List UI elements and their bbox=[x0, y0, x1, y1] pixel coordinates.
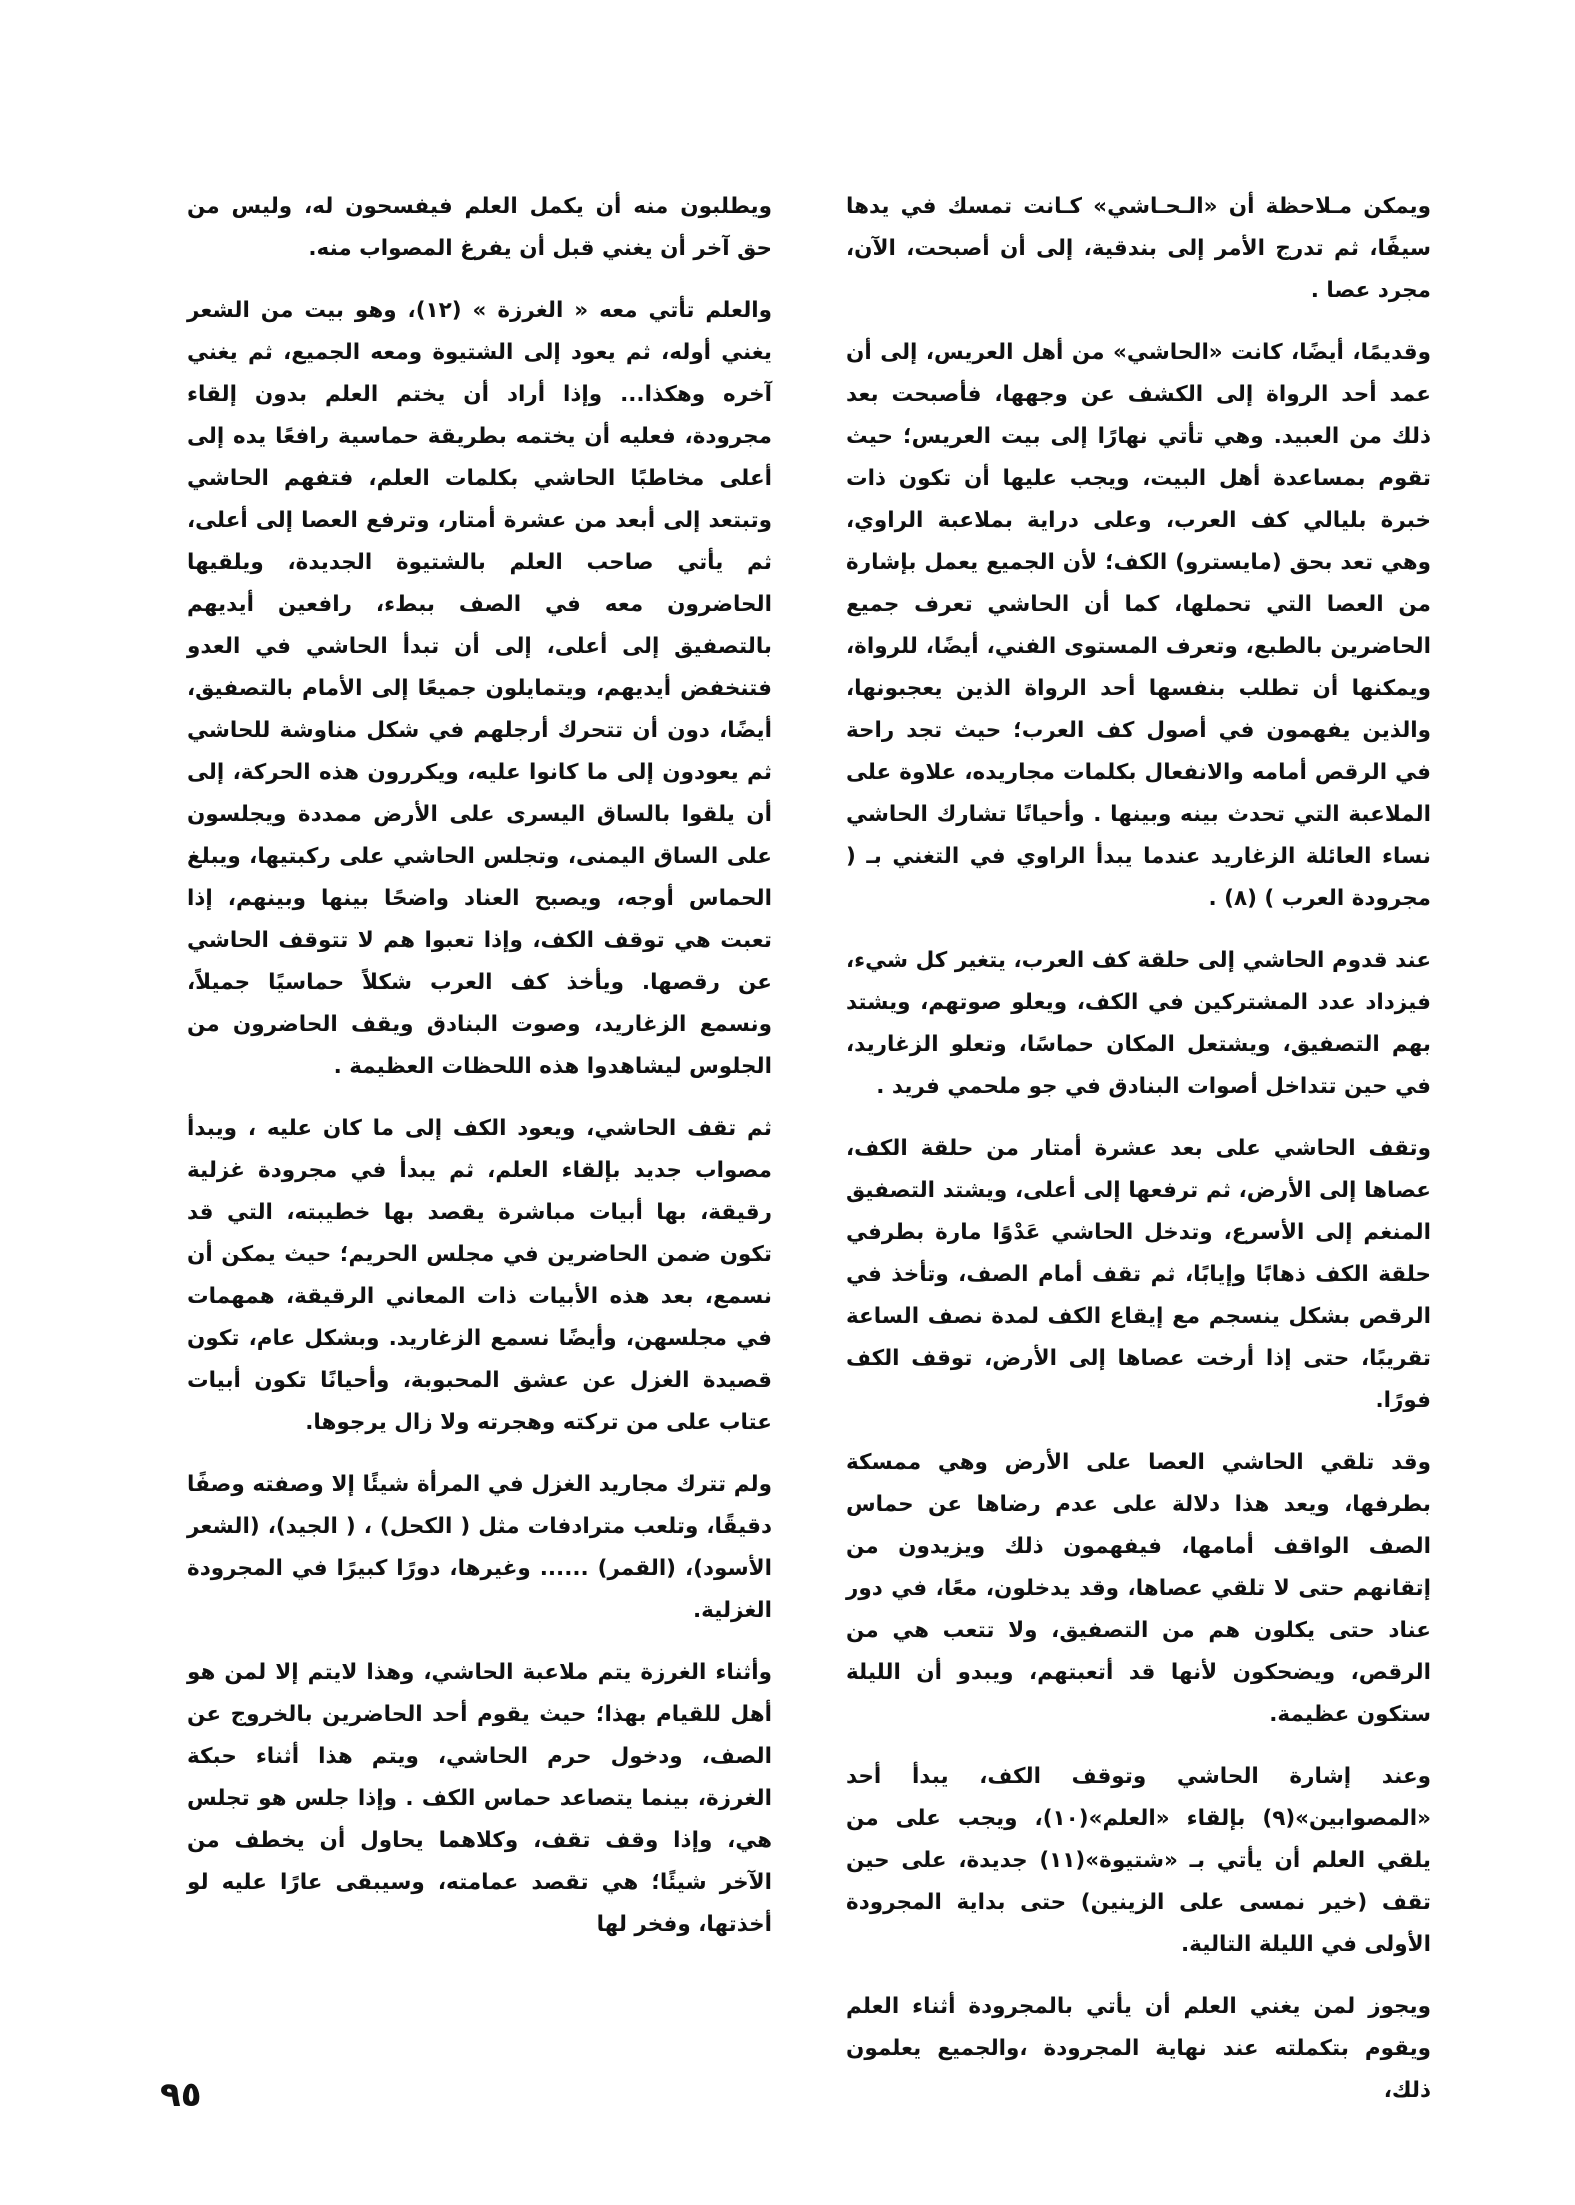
paragraph: ويطلبون منه أن يكمل العلم فيفسحون له، وليس من حق آخر أن يغني قبل أن يفرغ المصواب منه. bbox=[187, 194, 772, 261]
paragraph: ويجوز لمن يغني العلم أن يأتي بالمجرودة أثناء العلم ويقوم بتكملته عند نهاية المجرودة ،والجميع يعلمون ذلك، bbox=[846, 1994, 1431, 2103]
paragraph: ويمكن مـلاحظة أن «الـحـاشي» كـانت تمسك في يدها سيفًا، ثم تدرج الأمر إلى بندقية، إلى أن أصبحت، الآن، مجرد عصا . bbox=[846, 194, 1431, 303]
paragraph: ثم تقف الحاشي، ويعود الكف إلى ما كان عليه ، ويبدأ مصواب جديد بإلقاء العلم، ثم يبدأ في مجرودة غزلية رقيقة، بها أبيات مباشرة يقصد بها خطيبته، التي قد تكون ضمن الحاضرين في مجلس الحريم؛ حيث يمكن أن نسمع، بعد هذه الأبيات ذات المعاني الرقيقة، همهمات في مجلسهن، وأيضًا نسمع الزغاريد. وبشكل عام، تكون قصيدة الغزل عن عشق المحبوبة، وأحيانًا تكون أبيات عتاب على من تركته وهجرته ولا زال يرجوها. bbox=[187, 1116, 772, 1435]
paragraph: وتقف الحاشي على بعد عشرة أمتار من حلقة الكف، عصاها إلى الأرض، ثم ترفعها إلى أعلى، ويشتد التصفيق المنغم إلى الأسرع، وتدخل الحاشي عَدْوًا مارة بطرفي حلقة الكف ذهابًا وإيابًا، ثم تقف أمام الصف، وتأخذ في الرقص بشكل ينسجم مع إيقاع الكف لمدة نصف الساعة تقريبًا، حتى إذا أرخت عصاها إلى الأرض، توقف الكف فورًا. bbox=[846, 1136, 1431, 1413]
paragraph: والعلم تأتي معه « الغرزة » (١٢)، وهو بيت من الشعر يغني أوله، ثم يعود إلى الشتيوة ومعه الجميع، ثم يغني آخره وهكذا... وإذا أراد أن يختم العلم بدون إلقاء مجرودة، فعليه أن يختمه بطريقة حماسية رافعًا يده إلى أعلى مخاطبًا الحاشي بكلمات العلم، فتفهم الحاشي وتبتعد إلى أبعد من عشرة أمتار، وترفع العصا إلى أعلى، ثم يأتي صاحب العلم بالشتيوة الجديدة، ويلقيها الحاضرون معه في الصف ببطء، رافعين أيديهم بالتصفيق إلى أعلى، إلى أن تبدأ الحاشي في العدو فتنخفض أيديهم، ويتمايلون جميعًا إلى الأمام بالتصفيق، أيضًا، دون أن تتحرك أرجلهم في شكل مناوشة للحاشي ثم يعودون إلى ما كانوا عليه، ويكررون هذه الحركة، إلى أن يلقوا بالساق اليسرى على الأرض ممددة ويجلسون على الساق اليمنى، وتجلس الحاشي على ركبتيها، ويبلغ الحماس أوجه، ويصبح العناد واضحًا بينها وبينهم، إذا تعبت هي توقف الكف، وإذا تعبوا هم لا تتوقف الحاشي عن رقصها. ويأخذ كف العرب شكلاً حماسيًا جميلاً، ونسمع الزغاريد، وصوت البنادق ويقف الحاضرون من الجلوس ليشاهدوا هذه اللحظات العظيمة . bbox=[187, 298, 772, 1079]
right-column bbox=[846, 186, 1431, 2132]
page-number: ٩٥ bbox=[160, 2075, 202, 2115]
paragraph: وعند إشارة الحاشي وتوقف الكف، يبدأ أحد «المصوابين»(٩) بإلقاء «العلم»(١٠)، ويجب على من يلقي العلم أن يأتي بـ «شتيوة»(١١) جديدة، على حين تقف (خير نمسى على الزينين) حتى بداية المجرودة الأولى في الليلة التالية. bbox=[846, 1764, 1432, 1957]
paragraph: عند قدوم الحاشي إلى حلقة كف العرب، يتغير كل شيء، فيزداد عدد المشتركين في الكف، ويعلو صوتهم، ويشتد بهم التصفيق، ويشتعل المكان حماسًا، وتعلو الزغاريد، في حين تتداخل أصوات البنادق في جو ملحمي فريد . bbox=[846, 948, 1431, 1099]
paragraph: وأثناء الغرزة يتم ملاعبة الحاشي، وهذا لايتم إلا لمن هو أهل للقيام بهذا؛ حيث يقوم أحد الحاضرين بالخروج عن الصف، ودخول حرم الحاشي، ويتم هذا أثناء حبكة الغرزة، بينما يتصاعد حماس الكف . وإذا جلس هو تجلس هي، وإذا وقف تقف، وكلاهما يحاول أن يخطف من الآخر شيئًا؛ هي تقصد عمامته، وسيبقى عارًا عليه لو أخذتها، وفخر لها bbox=[187, 1660, 772, 1937]
left-column bbox=[187, 186, 772, 1966]
paragraph: ولم تترك مجاريد الغزل في المرأة شيئًا إلا وصفته وصفًا دقيقًا، وتلعب مترادفات مثل ( الكحل) ، ( الجيد)، (الشعر الأسود)، (القمر) ...... وغيرها، دورًا كبيرًا في المجرودة الغزلية. bbox=[187, 1472, 772, 1623]
paragraph: وقديمًا، أيضًا، كانت «الحاشي» من أهل العريس، إلى أن عمد أحد الرواة إلى الكشف عن وجهها، فأصبحت بعد ذلك من العبيد. وهي تأتي نهارًا إلى بيت العريس؛ حيث تقوم بمساعدة أهل البيت، ويجب عليها أن تكون ذات خبرة بليالي كف العرب، وعلى دراية بملاعبة الراوي، وهي تعد بحق (مايسترو) الكف؛ لأن الجميع يعمل بإشارة من العصا التي تحملها، كما أن الحاشي تعرف جميع الحاضرين بالطبع، وتعرف المستوى الفني، أيضًا، للرواة، ويمكنها أن تطلب بنفسها أحد الرواة الذين يعجبونها، والذين يفهمون في أصول كف العرب؛ حيث تجد راحة في الرقص أمامه والانفعال بكلمات مجاريده، علاوة على الملاعبة التي تحدث بينه وبينها . وأحيانًا تشارك الحاشي نساء العائلة الزغاريد عندما يبدأ الراوي في التغني بـ ( مجرودة العرب ) (٨) . bbox=[846, 340, 1431, 911]
paragraph: وقد تلقي الحاشي العصا على الأرض وهي ممسكة بطرفها، ويعد هذا دلالة على عدم رضاها عن حماس الصف الواقف أمامها، فيفهمون ذلك ويزيدون من إتقانهم حتى لا تلقي عصاها، وقد يدخلون، معًا، في دور عناد حتى يكلون هم من التصفيق، ولا تتعب هي من الرقص، ويضحكون لأنها قد أتعبتهم، ويبدو أن الليلة ستكون عظيمة. bbox=[846, 1450, 1431, 1727]
